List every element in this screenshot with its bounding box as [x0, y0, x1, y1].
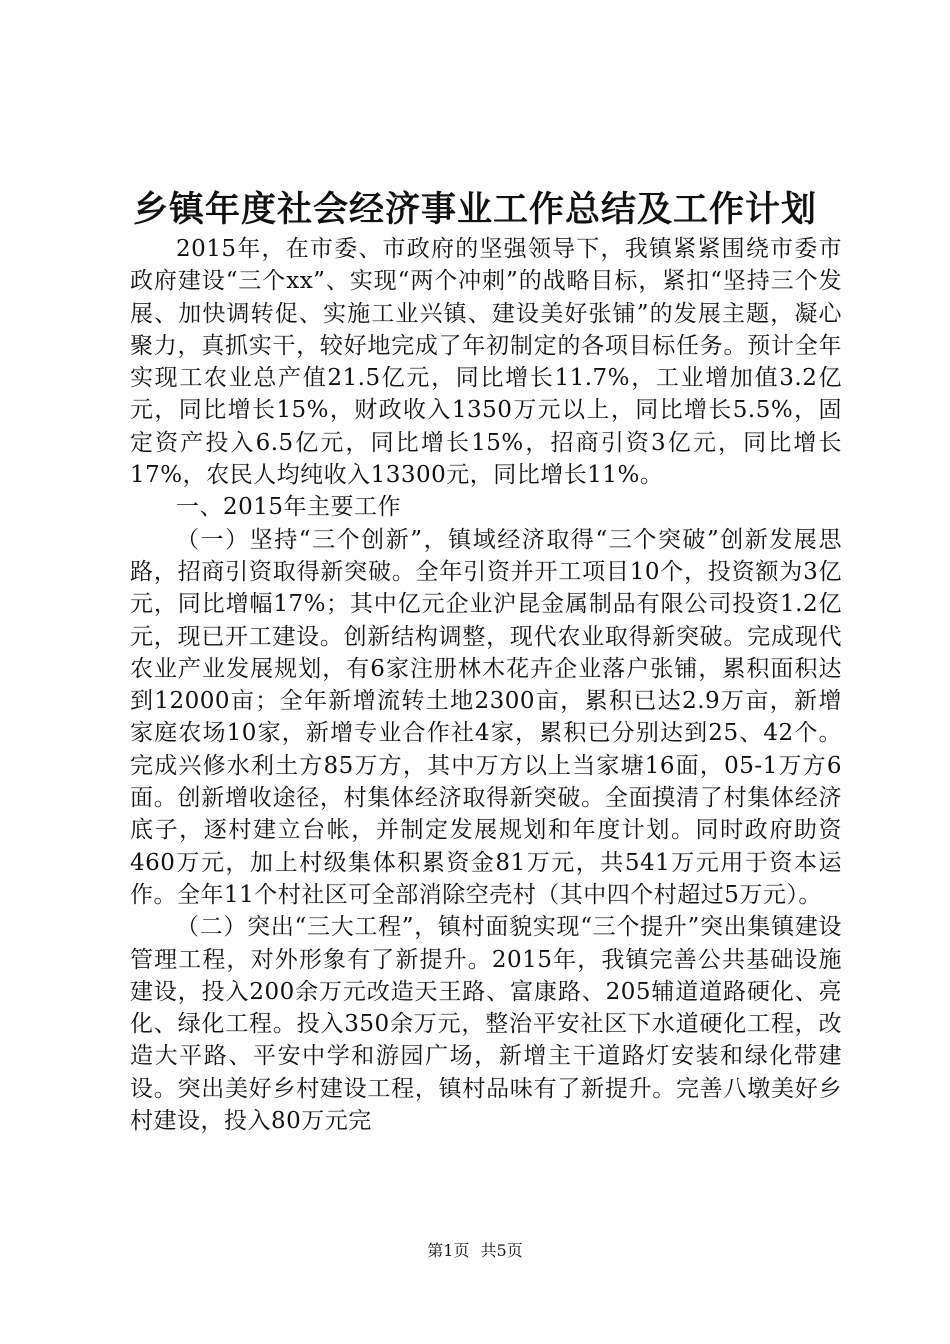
section-heading: 一、2015年主要工作: [176, 494, 402, 521]
page-number: 第1页: [427, 1241, 470, 1260]
paragraph-section-2: （二）突出“三大工程”，镇村面貌实现“三个提升”突出集镇建设管理工程，对外形象有了新提升。2015年，我镇完善公共基础设施建设，投入200余万元改造天王路、富康路、205辅道道路硬化、亮化、绿化工程。投入350余万元，整治平安社区下水道硬化工程，改造大平路、平安中学和游园广场，新增主干道路灯安装和绿化带建设。突出美好乡村建设工程，镇村品味有了新提升。完善八墩美好乡村建设，投入80万元完: [130, 914, 842, 1135]
document-body: [130, 233, 842, 1137]
page-total: 共5页: [480, 1241, 523, 1260]
page-footer: [0, 1241, 950, 1261]
paragraph-section-1: （一）坚持“三个创新”，镇域经济取得“三个突破”创新发展思路，招商引资取得新突破。全年引资并开工项目10个，投资额为3亿元，同比增幅17%；其中亿元企业沪昆金属制品有限公司投资1.2亿元，现已开工建设。创新结构调整，现代农业取得新突破。完成现代农业产业发展规划，有6家注册林木花卉企业落户张铺，累积面积达到12000亩；全年新增流转土地2300亩，累积已达2.9万亩，新增家庭农场10家，新增专业合作社4家，累积已分别达到25、42个。完成兴修水利土方85万方，其中万方以上当家塘16面，05-1万方6面。创新增收途径，村集体经济取得新突破。全面摸清了村集体经济底子，逐村建立台帐，并制定发展规划和年度计划。同时政府助资460万元，加上村级集体积累资金81万元，共541万元用于资本运作。全年11个村社区可全部消除空壳村（其中四个村超过5万元）。: [130, 526, 842, 908]
paragraph-intro: 2015年，在市委、市政府的坚强领导下，我镇紧紧围绕市委市政府建设“三个xx”、实现“两个冲刺”的战略目标，紧扣“坚持三个发展、加快调转促、实施工业兴镇、建设美好张铺”的发展主题，凝心聚力，真抓实干，较好地完成了年初制定的各项目标任务。预计全年实现工农业总产值21.5亿元，同比增长11.7%，工业增加值3.2亿元，同比增长15%，财政收入1350万元以上，同比增长5.5%，固定资产投入6.5亿元，同比增长15%，招商引资3亿元，同比增长17%，农民人均纯收入13300元，同比增长11%。: [130, 236, 842, 489]
document-title: 乡镇年度社会经济事业工作总结及工作计划: [132, 190, 817, 230]
